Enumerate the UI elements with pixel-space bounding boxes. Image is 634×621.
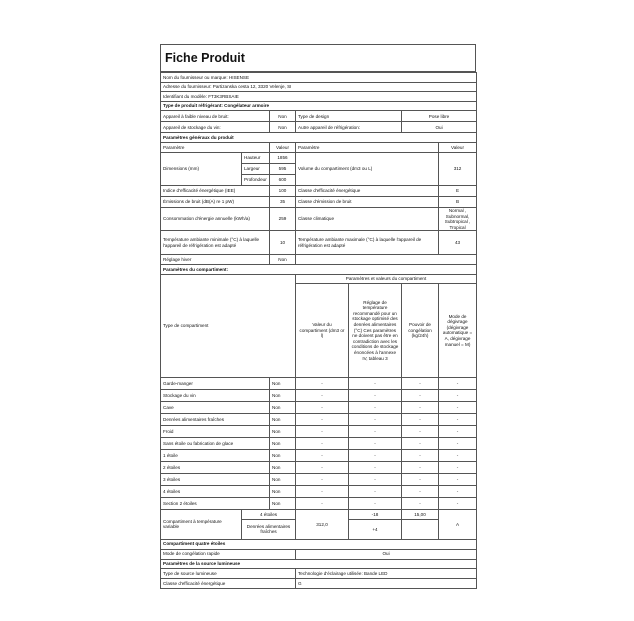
compartment-freezing: - [402,377,439,389]
compartment-freezing: - [402,485,439,497]
compartment-volume: - [296,461,349,473]
compartment-present: Non [270,377,296,389]
compartment-freezing: - [402,497,439,509]
compartment-volume: - [296,413,349,425]
compartment-defrost: - [439,497,477,509]
compartment-volume: - [296,485,349,497]
light-type-value: Technologie d'éclairage utilisée: Bande LED [296,569,477,579]
compartment-temperature: - [349,461,402,473]
compartment-freezing: - [402,401,439,413]
supplier-address: Adresse du fournisseur: Partizanska cesta 12, 3320 Velenje, SI [161,82,477,92]
compartment-temperature: - [349,473,402,485]
height-label: Hauteur [242,152,270,163]
compartment-present: Non [270,389,296,401]
compartment-defrost: - [439,461,477,473]
variable-sub-four-star: 4 étoiles [242,509,296,519]
compartment-volume: - [296,473,349,485]
compartment-defrost: - [439,473,477,485]
variable-sub-fresh-food: Denrées alimentaires fraîches [242,519,296,539]
volume-label: Volume du compartiment (dm3 ou L) [296,152,439,185]
value-header-left: Valeur [270,142,296,152]
compartment-rows [161,377,477,509]
compartment-freezing: - [402,449,439,461]
compartment-present: Non [270,485,296,497]
compartment-type-header: Type de compartiment [161,274,296,377]
compartment-name: Denrées alimentaires fraîches [161,413,270,425]
compartment-temperature: - [349,485,402,497]
compartment-name: Sans étoile ou fabrication de glace [161,437,270,449]
compartment-freezing: - [402,413,439,425]
consumption-value: 259 [270,207,296,230]
winter-label: Réglage hiver [161,255,270,265]
compartment-present: Non [270,449,296,461]
variable-freezing-empty [402,519,439,539]
compartment-defrost: - [439,389,477,401]
compartment-volume: - [296,425,349,437]
compartment-temperature: - [349,449,402,461]
compartment-name: 3 étoiles [161,473,270,485]
compartment-name: Froid [161,425,270,437]
max-temp-value: 43 [439,231,477,255]
consumption-label: Consommation d'énergie annuelle (kWh/a) [161,207,270,230]
design-type-value: Pose libre [402,111,477,122]
compartment-volume: - [296,497,349,509]
freezing-header: Pouvoir de congélation (kg/24h) [402,283,439,377]
compartment-present: Non [270,401,296,413]
compartment-name: 1 étoile [161,449,270,461]
low-noise-value: Non [270,111,296,122]
compartment-volume: - [296,449,349,461]
compartment-present: Non [270,425,296,437]
table-row [161,449,477,461]
defrost-header: Mode de dégivrage (dégivrage automatique = A, dégivrage manuel = M) [439,283,477,377]
height-value: 1856 [270,152,296,163]
compartment-present: Non [270,437,296,449]
variable-temp-four-star: -18 [349,509,402,519]
compartment-temperature: - [349,377,402,389]
compartment-temperature: - [349,401,402,413]
wine-storage-value: Non [270,122,296,133]
table-row [161,389,477,401]
table-row [161,413,477,425]
compartment-temperature: - [349,413,402,425]
winter-empty [296,255,477,265]
compartment-defrost: - [439,401,477,413]
table-row [161,377,477,389]
variable-temp-fresh-food: +4 [349,519,402,539]
low-noise-label: Appareil à faible niveau de bruit: [161,111,270,122]
compartment-volume: - [296,437,349,449]
param-header-left: Paramètre [161,142,270,152]
light-type-label: Type de source lumineuse [161,569,296,579]
noise-value: 35 [270,196,296,207]
compartment-volume: - [296,377,349,389]
compartment-temperature: - [349,389,402,401]
param-header-right: Paramètre [296,142,439,152]
general-params-title: Paramètres généraux du produit [161,133,477,143]
compartment-name: Stockage du vin [161,389,270,401]
four-star-title: Compartiment quatre étoiles [161,539,477,549]
winter-value: Non [270,255,296,265]
compartment-volume: - [296,389,349,401]
compartment-freezing: - [402,473,439,485]
variable-defrost: A [439,509,477,539]
compartment-present: Non [270,497,296,509]
table-row [161,485,477,497]
compartment-name: 4 étoiles [161,485,270,497]
variable-volume: 312,0 [296,509,349,539]
other-appliance-value: Oui [402,122,477,133]
energy-class-value: E [439,185,477,196]
temperature-header: Réglage de température recommandé pour un stockage optimisé des denrées alimentaires (°C) Ces paramètres ne doivent pas être en contradiction avec les conditions de stockage énoncées à l'annexe IV, tableau 3 [349,283,402,377]
table-row [161,437,477,449]
table-row [161,497,477,509]
noise-class-value: B [439,196,477,207]
compartments-title: Paramètres du compartiment: [161,265,477,275]
compartment-name: 2 étoiles [161,461,270,473]
eei-label: Indice d'efficacité énergétique (IEE) [161,185,270,196]
product-sheet [160,44,476,589]
variable-compartment-name: Compartiment à température variable [161,509,242,539]
compartment-temperature: - [349,425,402,437]
depth-value: 600 [270,174,296,185]
compartment-name: Garde-manger [161,377,270,389]
max-temp-label: Température ambiante maximale (°C) à laquelle l'appareil de réfrigération est adapté [296,231,439,255]
compartment-defrost: - [439,413,477,425]
compartment-freezing: - [402,389,439,401]
compartment-defrost: - [439,437,477,449]
compartment-group-header: Paramètres et valeurs du compartiment [296,274,477,283]
compartment-present: Non [270,413,296,425]
light-source-title: Paramètres de la source lumineuse [161,559,477,569]
compartment-volume: - [296,401,349,413]
wine-storage-label: Appareil de stockage du vin: [161,122,270,133]
compartment-freezing: - [402,437,439,449]
design-type-label: Type de design [296,111,402,122]
depth-label: Profondeur [242,174,270,185]
compartment-name: Section 2 étoiles [161,497,270,509]
compartment-name: Cave [161,401,270,413]
table-row [161,461,477,473]
compartment-freezing: - [402,461,439,473]
supplier-name: Nom du fournisseur ou marque: HISENSE [161,73,477,83]
value-header-right: Valeur [439,142,477,152]
compartment-present: Non [270,473,296,485]
climate-value: Normal , Subnormal, Subtropical , Tropical [439,207,477,230]
width-label: Largeur [242,163,270,174]
eei-value: 100 [270,185,296,196]
light-class-label: Classe d'efficacité énergétique [161,579,296,589]
volume-header: Valeur du compartiment (dm3 or l) [296,283,349,377]
variable-freezing: 15,00 [402,509,439,519]
energy-class-label: Classe d'efficacité énergétique [296,185,439,196]
model-identifier: Identifiant du modèle: FT3K3RBSAIE [161,92,477,102]
width-value: 595 [270,163,296,174]
min-temp-value: 10 [270,231,296,255]
compartment-freezing: - [402,425,439,437]
noise-label: Émissions de bruit (dB(A) re 1 pW) [161,196,270,207]
light-class-value: G [296,579,477,589]
compartment-defrost: - [439,485,477,497]
noise-class-label: Classe d'émission de bruit [296,196,439,207]
compartment-present: Non [270,461,296,473]
appliance-type: Type de produit réfrigérant: Congélateur armoire [161,101,477,111]
table-row [161,425,477,437]
fast-freeze-value: Oui [296,549,477,559]
min-temp-label: Température ambiante minimale (°C) à laquelle l'appareil de réfrigération est adapté [161,231,270,255]
table-row [161,401,477,413]
volume-value: 312 [439,152,477,185]
climate-label: Classe climatique [296,207,439,230]
compartment-defrost: - [439,449,477,461]
fiche-table [160,72,477,589]
sheet-title: Fiche Produit [160,44,476,72]
compartment-temperature: - [349,437,402,449]
compartment-defrost: - [439,377,477,389]
table-row [161,473,477,485]
dimensions-label: Dimensions (mm) [161,152,242,185]
compartment-defrost: - [439,425,477,437]
other-appliance-label: Autre appareil de réfrigération: [296,122,402,133]
fast-freeze-label: Mode de congélation rapide [161,549,296,559]
compartment-temperature: - [349,497,402,509]
